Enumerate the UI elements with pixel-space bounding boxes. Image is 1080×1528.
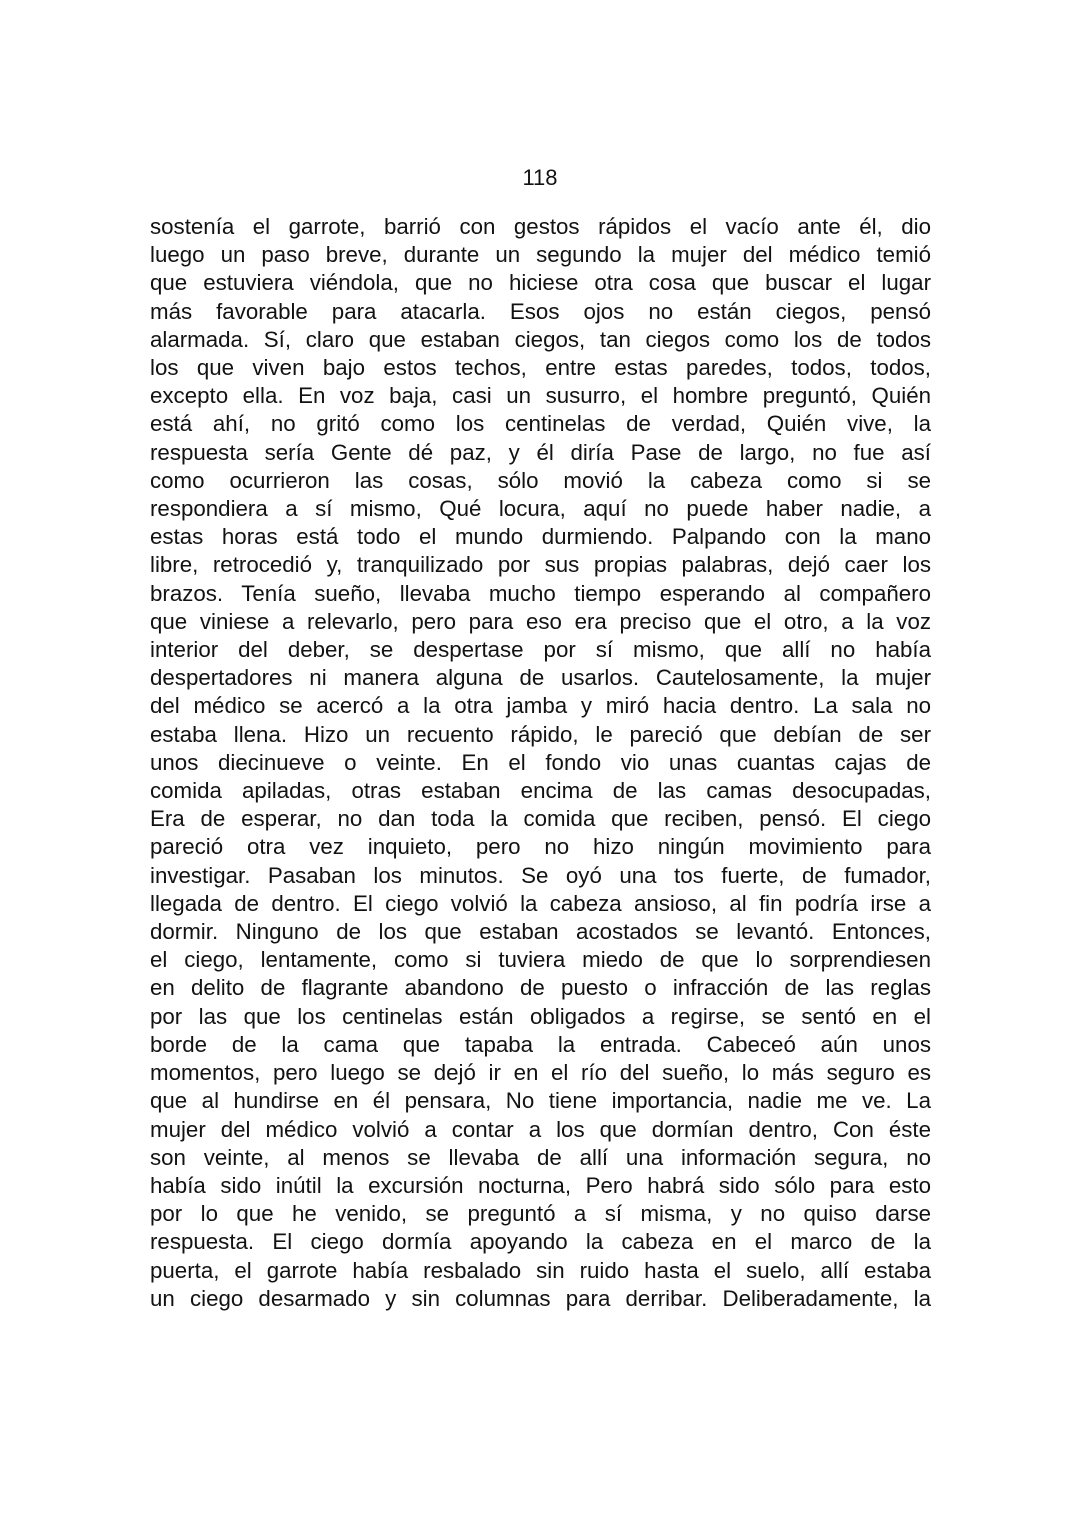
text-line: puerta, el garrote había resbalado sin ruido hasta el suelo, allí estaba [150, 1257, 931, 1283]
text-line: los que viven bajo estos techos, entre estas paredes, todos, todos, [150, 355, 931, 381]
text-line: Era de esperar, no dan toda la comida que reciben, pensó. El ciego [150, 806, 931, 832]
text-line: en delito de flagrante abandono de puesto o infracción de las reglas [150, 975, 931, 1001]
text-line: había sido inútil la excursión nocturna, Pero habrá sido sólo para esto [150, 1172, 931, 1198]
text-line: el ciego, lentamente, como si tuviera miedo de que lo sorprendiesen [150, 947, 931, 973]
text-line: que viniese a relevarlo, pero para eso era preciso que el otro, a la voz [150, 608, 931, 634]
text-line: unos diecinueve o veinte. En el fondo vio unas cuantas cajas de [150, 749, 931, 775]
text-line: mujer del médico volvió a contar a los que dormían dentro, Con éste [150, 1116, 931, 1142]
text-line: respuesta sería Gente dé paz, y él diría Pase de largo, no fue así [150, 439, 931, 465]
body-text [150, 213, 931, 1313]
text-line: que estuviera viéndola, que no hiciese otra cosa que buscar el lugar [150, 270, 931, 296]
text-line: sostenía el garrote, barrió con gestos rápidos el vacío ante él, dio [150, 214, 931, 239]
text-line: más favorable para atacarla. Esos ojos no están ciegos, pensó [150, 298, 931, 324]
text-line: que al hundirse en él pensara, No tiene importancia, nadie me ve. La [150, 1088, 931, 1114]
text-line: respondiera a sí mismo, Qué locura, aquí no puede haber nadie, a [150, 496, 931, 522]
text-line: brazos. Tenía sueño, llevaba mucho tiempo esperando al compañero [150, 580, 931, 606]
text-line: estas horas está todo el mundo durmiendo. Palpando con la mano [150, 524, 931, 550]
text-line: momentos, pero luego se dejó ir en el río del sueño, lo más seguro es [150, 1060, 931, 1086]
text-line: estaba llena. Hizo un recuento rápido, le pareció que debían de ser [150, 721, 931, 747]
text-line: comida apiladas, otras estaban encima de las camas desocupadas, [150, 778, 931, 804]
page-number: 118 [522, 165, 558, 190]
text-line: alarmada. Sí, claro que estaban ciegos, tan ciegos como los de todos [150, 326, 931, 352]
text-line: son veinte, al menos se llevaba de allí una información segura, no [150, 1144, 931, 1170]
text-line: respuesta. El ciego dormía apoyando la cabeza en el marco de la [150, 1229, 931, 1255]
text-line: por lo que he venido, se preguntó a sí misma, y no quiso darse [150, 1201, 931, 1227]
text-line: está ahí, no gritó como los centinelas de verdad, Quién vive, la [150, 411, 931, 437]
text-line: interior del deber, se despertase por sí mismo, que allí no había [150, 637, 931, 663]
text-line: investigar. Pasaban los minutos. Se oyó una tos fuerte, de fumador, [150, 862, 931, 888]
text-line: llegada de dentro. El ciego volvió la cabeza ansioso, al fin podría irse a [150, 890, 931, 916]
text-line: por las que los centinelas están obligados a regirse, se sentó en el [150, 1003, 931, 1029]
text-line: despertadores ni manera alguna de usarlos. Cautelosamente, la mujer [150, 665, 931, 691]
text-line: borde de la cama que tapaba la entrada. Cabeceó aún unos [150, 1031, 931, 1057]
text-line: excepto ella. En voz baja, casi un susurro, el hombre preguntó, Quién [150, 383, 931, 409]
text-line: libre, retrocedió y, tranquilizado por sus propias palabras, dejó caer los [150, 552, 931, 578]
text-line: como ocurrieron las cosas, sólo movió la cabeza como si se [150, 467, 931, 493]
text-line: dormir. Ninguno de los que estaban acostados se levantó. Entonces, [150, 919, 931, 945]
text-line: un ciego desarmado y sin columnas para derribar. Deliberadamente, la [150, 1285, 931, 1311]
text-line: del médico se acercó a la otra jamba y miró hacia dentro. La sala no [150, 693, 931, 719]
text-line: luego un paso breve, durante un segundo la mujer del médico temió [150, 242, 931, 268]
text-line: pareció otra vez inquieto, pero no hizo ningún movimiento para [150, 834, 931, 860]
